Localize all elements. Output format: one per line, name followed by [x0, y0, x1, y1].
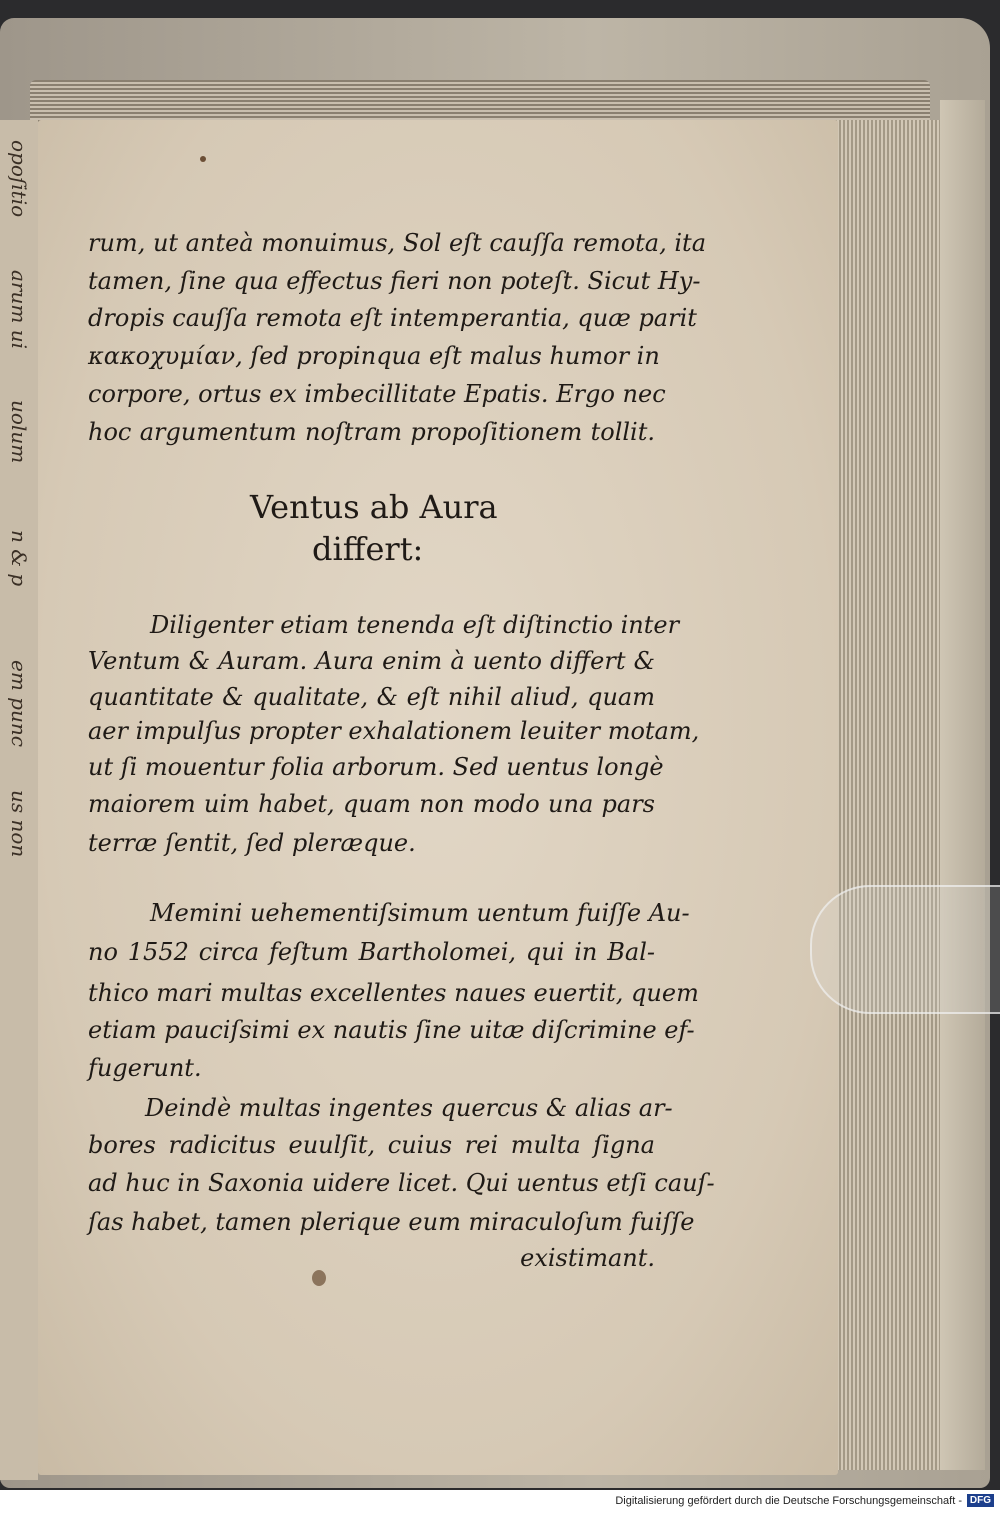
text-line: κακοχυμίαν, ſed propinqua eſt malus humor in — [88, 342, 660, 370]
text-line: Diligenter etiam tenenda eſt diſtinctio inter — [150, 611, 680, 639]
text-line: terræ ſentit, ſed pleræque. — [88, 829, 416, 857]
text-line: Memini uehementiſsimum uentum fuiſſe Au- — [150, 899, 690, 927]
left-page-fragment — [0, 120, 38, 1480]
text-line: maiorem uim habet, quam non modo una pars — [88, 790, 655, 818]
margin-fragment: opoſitio — [7, 140, 31, 218]
text-line: thico mari multas excellentes naues euertit, quem — [88, 979, 699, 1007]
text-line: etiam pauciſsimi ex nautis ſine uitæ diſcrimine ef- — [88, 1016, 695, 1044]
text-line: Ventum & Auram. Aura enim à uento differt & — [88, 647, 655, 675]
text-line: ſas habet, tamen plerique eum miraculoſum fuiſſe — [88, 1208, 695, 1236]
text-line: rum, ut anteà monuimus, Sol eſt cauſſa remota, ita — [88, 229, 706, 257]
dfg-logo: DFG — [967, 1494, 994, 1507]
margin-fragment: n & p — [7, 530, 31, 587]
footer-bar — [0, 1490, 1000, 1513]
text-line: ad huc in Saxonia uidere licet. Qui uentus etſi cauſ- — [88, 1169, 715, 1197]
text-line: ut ſi mouentur folia arborum. Sed uentus longè — [88, 753, 664, 781]
page-clip — [810, 885, 1000, 1014]
section-heading: differt: — [312, 530, 424, 568]
text-line: aer impulſus propter exhalationem leuiter motam, — [88, 717, 700, 745]
text-line: existimant. — [520, 1244, 655, 1272]
margin-fragment: arum ui — [7, 270, 31, 349]
text-line: Deindè multas ingentes quercus & alias ar- — [145, 1094, 673, 1122]
margin-fragment: em punc — [7, 660, 31, 747]
text-line: dropis cauſſa remota eſt intemperantia, quæ parit — [88, 304, 697, 332]
text-line: hoc argumentum noſtram propoſitionem tollit. — [88, 418, 655, 446]
text-line: no 1552 circa feſtum Bartholomei, qui in Bal- — [88, 938, 655, 966]
text-line: bores radicitus euulſit, cuius rei multa ſigna — [88, 1131, 655, 1159]
section-heading: Ventus ab Aura — [250, 488, 498, 526]
ink-spot — [200, 156, 206, 162]
text-line: fugerunt. — [88, 1054, 202, 1082]
right-page-edges — [835, 120, 940, 1470]
text-line: quantitate & qualitate, & eſt nihil aliud, quam — [88, 683, 655, 711]
margin-fragment: uolum — [7, 400, 31, 464]
book-binding-edge — [940, 100, 985, 1470]
top-page-edges — [30, 80, 930, 125]
text-line: corpore, ortus ex imbecillitate Epatis. Ergo nec — [88, 380, 666, 408]
text-line: tamen, ſine qua effectus fieri non poteſt. Sicut Hy- — [88, 267, 701, 295]
funding-notice: Digitalisierung gefördert durch die Deutsche Forschungsgemeinschaft - — [615, 1495, 962, 1507]
margin-fragment: us non — [7, 790, 31, 858]
